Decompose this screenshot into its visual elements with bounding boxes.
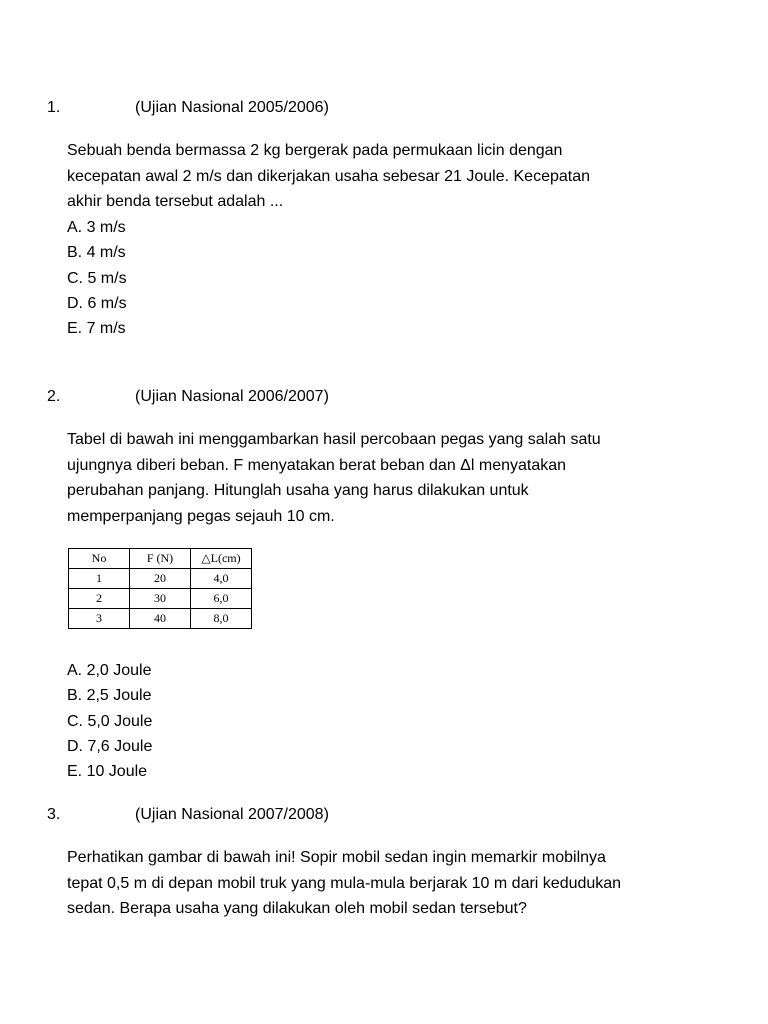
option-d: D. 6 m/s [67, 294, 127, 312]
option-b: B. 2,5 Joule [67, 687, 152, 705]
question-3-source: (Ujian Nasional 2007/2008) [135, 806, 329, 823]
table-header-row [69, 549, 252, 569]
table-header-cell: No [69, 549, 130, 569]
question-1-text [67, 138, 707, 215]
table-cell: 2 [69, 589, 130, 609]
spring-data-table [68, 548, 252, 629]
question-3-line: Perhatikan gambar di bawah ini! Sopir mobil sedan ingin memarkir mobilnya [67, 849, 606, 866]
table-header-cell: △L(cm) [191, 549, 252, 569]
table-cell: 1 [69, 569, 130, 589]
question-1-options [67, 215, 127, 341]
option-d: D. 7,6 Joule [67, 737, 153, 755]
question-2-line: ujungnya diberi beban. F menyatakan berat beban dan Δl menyatakan [67, 456, 567, 474]
option-a: A. 2,0 Joule [67, 662, 152, 679]
table-row [69, 589, 252, 609]
question-2-line: Tabel di bawah ini menggambarkan hasil percobaan pegas yang salah satu [67, 431, 601, 448]
table-row [69, 569, 252, 589]
table-cell: 30 [130, 589, 191, 609]
question-2-number: 2. [47, 388, 61, 405]
table-header-cell: F (N) [130, 549, 191, 569]
question-1-source: (Ujian Nasional 2005/2006) [135, 99, 329, 116]
question-1-line: akhir benda tersebut adalah ... [67, 193, 284, 210]
question-3-number: 3. [47, 806, 61, 823]
table-cell: 4,0 [191, 569, 252, 589]
question-3-line: sedan. Berapa usaha yang dilakukan oleh mobil sedan tersebut? [67, 900, 527, 917]
option-c: C. 5,0 Joule [67, 712, 153, 730]
question-3-line: tepat 0,5 m di depan mobil truk yang mula-mula berjarak 10 m dari kedudukan [67, 874, 622, 892]
option-b: B. 4 m/s [67, 244, 126, 262]
table-row [69, 609, 252, 629]
question-2-text [67, 427, 707, 529]
option-a: A. 3 m/s [67, 219, 126, 236]
table-cell: 20 [130, 569, 191, 589]
question-1-number: 1. [47, 99, 61, 116]
table-cell: 40 [130, 609, 191, 629]
table-cell: 6,0 [191, 589, 252, 609]
question-2-source: (Ujian Nasional 2006/2007) [135, 388, 329, 405]
table-cell: 3 [69, 609, 130, 629]
question-1-line: Sebuah benda bermassa 2 kg bergerak pada permukaan licin dengan [67, 142, 563, 159]
question-3-text [67, 845, 707, 922]
option-c: C. 5 m/s [67, 269, 127, 287]
option-e: E. 10 Joule [67, 763, 148, 781]
question-1-line: kecepatan awal 2 m/s dan dikerjakan usaha sebesar 21 Joule. Kecepatan [67, 167, 591, 185]
question-2-line: memperpanjang pegas sejauh 10 cm. [67, 507, 335, 525]
question-2-options [67, 658, 152, 784]
option-e: E. 7 m/s [67, 320, 126, 338]
table-cell: 8,0 [191, 609, 252, 629]
question-2-line: perubahan panjang. Hitunglah usaha yang harus dilakukan untuk [67, 482, 529, 499]
